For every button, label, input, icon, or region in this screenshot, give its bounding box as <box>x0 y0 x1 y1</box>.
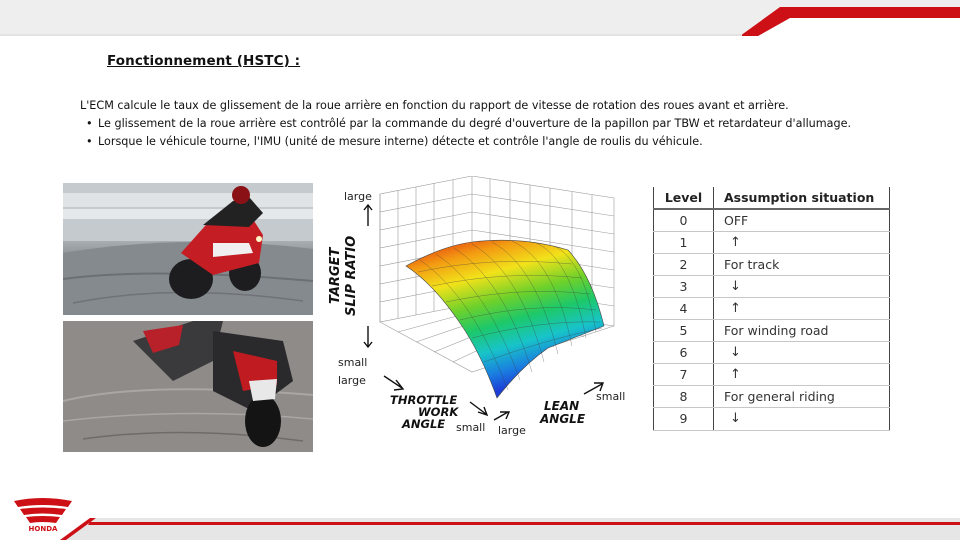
level-cell: 8 <box>654 386 714 408</box>
slip-ratio-surface-plot <box>322 176 630 438</box>
throttle-axis-arrow-2 <box>470 402 487 415</box>
table-row <box>654 408 890 430</box>
level-cell: 0 <box>654 209 714 231</box>
throttle-axis-small-label: small <box>456 421 486 434</box>
up-arrow-cell: ↑ <box>714 297 890 319</box>
level-cell: 1 <box>654 231 714 253</box>
down-arrow-cell: ↓ <box>714 408 890 430</box>
level-cell: 2 <box>654 253 714 275</box>
situation-cell: For winding road <box>714 320 890 342</box>
y-axis-down-arrow <box>364 326 372 347</box>
motorcycle-photo-bottom <box>63 321 313 452</box>
intro-paragraph: L'ECM calcule le taux de glissement de la roue arrière en fonction du rapport de vitesse de rotation des roues avant et arrière. <box>80 99 789 112</box>
level-cell: 9 <box>654 408 714 430</box>
column-header-level: Level <box>654 187 714 209</box>
level-cell: 3 <box>654 275 714 297</box>
surface-mesh <box>406 240 604 398</box>
throttle-axis-arrow <box>384 376 403 390</box>
y-axis-label-line2: SLIP RATIO <box>344 235 359 316</box>
body-text <box>80 97 851 151</box>
lean-axis-label-line2: ANGLE <box>540 412 586 426</box>
up-arrow-cell: ↑ <box>714 231 890 253</box>
motorcycle-lean-illustration <box>63 321 313 452</box>
y-axis-top-label: large <box>344 190 372 203</box>
down-arrow-cell: ↓ <box>714 342 890 364</box>
table-row <box>654 342 890 364</box>
bottom-red-line <box>88 522 960 525</box>
level-cell: 5 <box>654 320 714 342</box>
honda-logo <box>8 493 78 533</box>
honda-logo-text: HONDA <box>28 525 58 533</box>
down-arrow-cell: ↓ <box>714 275 890 297</box>
table-row <box>654 275 890 297</box>
table-row <box>654 364 890 386</box>
table-row <box>654 209 890 231</box>
throttle-axis-large-label: large <box>338 374 366 387</box>
lean-axis-label-line1: LEAN <box>544 399 580 413</box>
lean-axis-arrow <box>494 412 509 420</box>
up-arrow-cell: ↑ <box>714 364 890 386</box>
page-title: Fonctionnement (HSTC) : <box>107 53 301 69</box>
bullet-item <box>80 115 851 133</box>
bullet-text: Lorsque le véhicule tourne, l'IMU (unité de mesure interne) détecte et contrôle l'angle de roulis du véhicule. <box>98 135 703 148</box>
bullet-symbol: • <box>86 117 93 130</box>
lean-axis-small-label: small <box>596 390 626 403</box>
table-row <box>654 231 890 253</box>
motorcycle-photo-top <box>63 183 313 315</box>
table-row <box>654 297 890 319</box>
honda-wing-icon <box>14 498 72 523</box>
motorcycle-cornering-illustration <box>63 183 313 315</box>
top-red-thin-line <box>0 34 742 36</box>
top-decorative-band <box>0 0 960 40</box>
y-axis-up-arrow <box>364 205 372 226</box>
bottom-grey-stripe <box>60 518 960 540</box>
throttle-axis-label-line1: THROTTLE <box>390 393 458 407</box>
situation-cell: For track <box>714 253 890 275</box>
y-axis-bottom-label: small <box>338 356 368 369</box>
table-row <box>654 386 890 408</box>
throttle-axis-label-line2: WORK <box>418 405 459 419</box>
bullet-symbol: • <box>86 135 93 148</box>
level-cell: 7 <box>654 364 714 386</box>
situation-cell: OFF <box>714 209 890 231</box>
table-header-row <box>654 187 890 209</box>
bottom-decorative-band <box>0 500 960 540</box>
table-row <box>654 320 890 342</box>
bullet-item <box>80 133 851 151</box>
column-header-situation: Assumption situation <box>714 187 890 209</box>
assist-level-table <box>653 187 890 431</box>
y-axis-label-line1: TARGET <box>328 247 343 304</box>
situation-cell: For general riding <box>714 386 890 408</box>
level-cell: 6 <box>654 342 714 364</box>
level-cell: 4 <box>654 297 714 319</box>
throttle-axis-label-line3: ANGLE <box>402 417 446 431</box>
table-row <box>654 253 890 275</box>
lean-axis-large-label: large <box>498 424 526 437</box>
bullet-text: Le glissement de la roue arrière est contrôlé par la commande du degré d'ouverture de la papillon par TBW et retardateur d'allumage. <box>98 117 852 130</box>
